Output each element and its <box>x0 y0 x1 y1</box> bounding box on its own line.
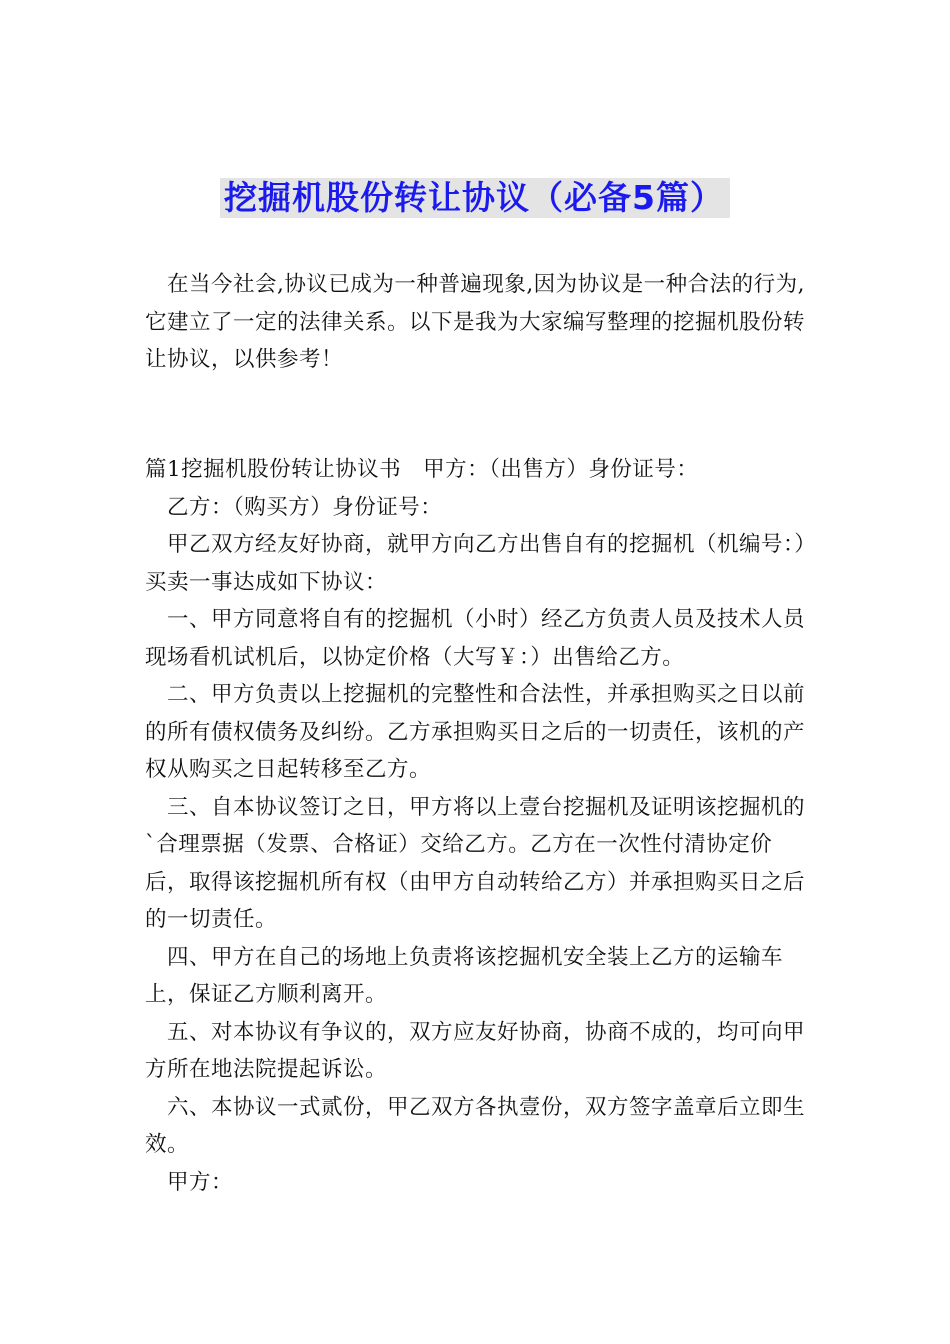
party-b-line: 乙方：（购买方）身份证号： <box>167 494 443 520</box>
intro-section <box>145 266 807 379</box>
section-heading-paragraph: 篇1挖掘机股份转让协议书 甲方：（出售方）身份证号： <box>145 457 699 482</box>
title-block <box>0 178 950 218</box>
clause-2: 二、甲方负责以上挖掘机的完整性和合法性，并承担购买之日以前的所有债权债务及纠纷。乙方承担购买日之后的一切责任，该机的产权从购买之日起转移至乙方。 <box>145 682 806 782</box>
clause-3: 三、自本协议签订之日，甲方将以上壹台挖掘机及证明该挖掘机的`合理票据（发票、合格证）交给乙方。乙方在一次性付清协定价后，取得该挖掘机所有权（由甲方自动转给乙方）并承担购买日之后的一切责任。 <box>145 794 806 932</box>
document-title: 挖掘机股份转让协议（必备5篇） <box>220 178 730 218</box>
clause-5: 五、对本协议有争议的，双方应友好协商，协商不成的，均可向甲方所在地法院提起诉讼。 <box>145 1019 806 1082</box>
preamble-paragraph: 甲乙双方经友好协商，就甲方向乙方出售自有的挖掘机（机编号：）买卖一事达成如下协议： <box>145 532 806 595</box>
intro-paragraph: 在当今社会,协议已成为一种普遍现象,因为协议是一种合法的行为,它建立了一定的法律关系。以下是我为大家编写整理的挖掘机股份转让协议，以供参考！ <box>145 272 806 372</box>
clause-1: 一、甲方同意将自有的挖掘机（小时）经乙方负责人员及技术人员现场看机试机后，以协定价格（大写￥：）出售给乙方。 <box>145 607 806 670</box>
clause-4: 四、甲方在自己的场地上负责将该挖掘机安全装上乙方的运输车上，保证乙方顺利离开。 <box>145 944 784 1007</box>
agreement-body <box>145 451 807 1201</box>
party-a-signature-line: 甲方： <box>167 1169 234 1195</box>
clause-6: 六、本协议一式贰份，甲乙双方各执壹份，双方签字盖章后立即生效。 <box>145 1094 806 1157</box>
